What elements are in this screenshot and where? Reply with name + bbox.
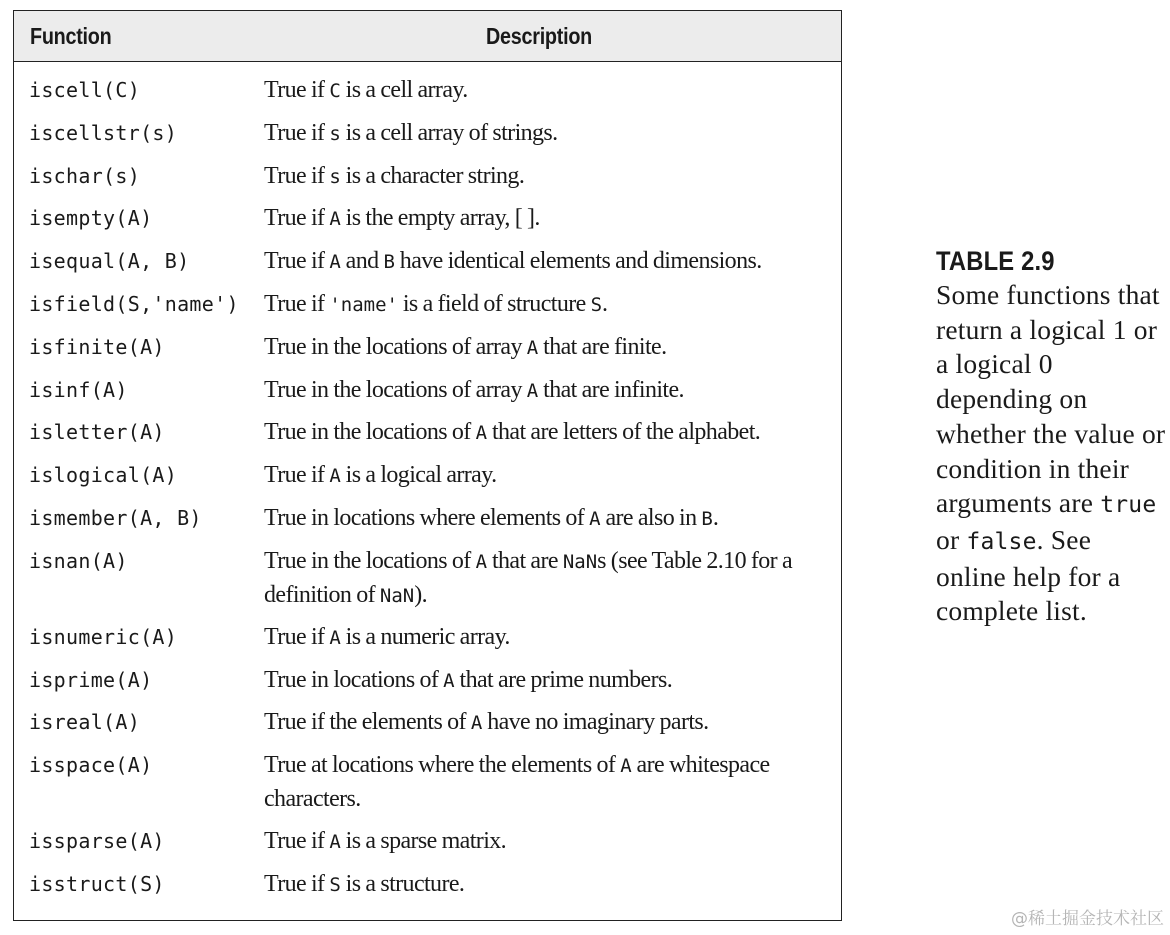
function-description xyxy=(264,117,841,151)
header-function: Function xyxy=(30,23,112,49)
function-description xyxy=(264,416,841,450)
text-fragment: . xyxy=(602,290,608,317)
table-row xyxy=(14,245,841,288)
function-description xyxy=(264,160,841,194)
function-name: isreal(A) xyxy=(29,710,141,735)
code-fragment: NaN xyxy=(379,584,415,607)
function-name: isprime(A) xyxy=(29,667,153,692)
function-description xyxy=(264,74,841,108)
table-body xyxy=(14,74,841,911)
function-description xyxy=(264,545,841,613)
text-fragment: True at locations where the elements of xyxy=(264,752,621,779)
code-fragment: A xyxy=(620,755,632,778)
text-fragment: that are infinite. xyxy=(538,376,684,403)
text-fragment: is a cell array. xyxy=(340,77,468,103)
code-fragment: A xyxy=(329,465,341,488)
table-row xyxy=(14,74,841,117)
text-fragment: are whitespace characters. xyxy=(264,752,770,813)
function-description xyxy=(264,245,841,279)
code-fragment: false xyxy=(966,528,1037,555)
code-fragment: s xyxy=(329,165,341,188)
function-name: isstruct(S) xyxy=(29,871,165,896)
function-name: isequal(A, B) xyxy=(29,249,190,274)
function-name: isnumeric(A) xyxy=(29,624,178,649)
code-fragment: C xyxy=(329,80,341,102)
text-fragment: True if xyxy=(264,828,330,855)
function-description xyxy=(264,374,841,408)
text-fragment: . xyxy=(712,504,719,531)
text-fragment: True in the locations of array xyxy=(264,333,527,360)
caption-title: TABLE 2.9 xyxy=(936,246,1055,276)
table-row xyxy=(14,502,841,545)
table-row xyxy=(14,416,841,459)
function-description xyxy=(264,664,841,698)
function-description xyxy=(264,868,841,902)
code-fragment: A xyxy=(470,712,483,735)
code-fragment: A xyxy=(589,507,601,530)
code-fragment: A xyxy=(329,251,341,274)
code-fragment: A xyxy=(329,208,341,231)
table-row xyxy=(14,868,841,911)
table-row xyxy=(14,664,841,707)
text-fragment: that are finite. xyxy=(538,333,667,360)
code-fragment: NaN xyxy=(562,550,598,573)
text-fragment: or xyxy=(936,523,967,555)
function-description xyxy=(264,459,841,493)
functions-table xyxy=(13,10,842,921)
function-name: isletter(A) xyxy=(29,420,165,445)
table-row xyxy=(14,621,841,664)
function-description xyxy=(264,749,841,816)
code-fragment: B xyxy=(701,507,713,530)
function-description xyxy=(264,706,841,740)
table-row xyxy=(14,825,841,868)
text-fragment: True if xyxy=(264,162,330,189)
code-fragment: A xyxy=(475,422,488,445)
function-description xyxy=(264,621,841,655)
text-fragment: ). xyxy=(414,581,428,608)
function-description xyxy=(264,202,841,236)
text-fragment: True if xyxy=(264,623,330,650)
text-fragment: is the empty array, [ ]. xyxy=(340,205,540,232)
function-name: iscellstr(s) xyxy=(29,120,178,145)
code-fragment: s xyxy=(329,122,341,145)
text-fragment: Some functions that return a logical 1 or a logical 0 depending on whether the value or condition in their arguments are xyxy=(936,279,1166,519)
table-row xyxy=(14,706,841,749)
code-fragment: A xyxy=(475,550,488,573)
text-fragment: True in locations where elements of xyxy=(264,504,590,531)
text-fragment: is a structure. xyxy=(340,870,465,897)
table-row xyxy=(14,331,841,374)
table-caption xyxy=(936,244,1168,629)
text-fragment: True if the elements of xyxy=(264,709,471,736)
text-fragment: is a logical array. xyxy=(340,462,497,489)
text-fragment: that are xyxy=(487,547,563,574)
text-fragment: True in locations of xyxy=(264,666,444,693)
code-fragment: A xyxy=(526,379,539,402)
function-name: isspace(A) xyxy=(29,753,153,778)
text-fragment: and xyxy=(340,248,384,275)
text-fragment: True if xyxy=(264,119,330,146)
function-name: ismember(A, B) xyxy=(29,505,202,530)
table-row xyxy=(14,202,841,245)
code-fragment: S xyxy=(590,293,603,316)
text-fragment: True in the locations of array xyxy=(264,376,527,403)
text-fragment: . See online help for a complete list. xyxy=(936,523,1121,627)
text-fragment: True if xyxy=(264,248,330,275)
header-description: Description xyxy=(486,23,592,49)
text-fragment: is a field of structure xyxy=(397,290,591,317)
table-row xyxy=(14,545,841,621)
code-fragment: B xyxy=(383,251,395,274)
table-row xyxy=(14,288,841,331)
function-name: ischar(s) xyxy=(29,163,141,188)
text-fragment: is a cell array of strings. xyxy=(340,119,558,146)
function-description xyxy=(264,502,841,536)
function-name: isfinite(A) xyxy=(29,334,165,359)
table-header xyxy=(14,11,841,62)
function-name: isfield(S,'name') xyxy=(29,291,239,316)
text-fragment: True if xyxy=(264,462,330,489)
text-fragment: True if xyxy=(264,870,330,897)
text-fragment: True in the locations of xyxy=(264,547,476,574)
code-fragment: 'name' xyxy=(329,293,398,316)
code-fragment: true xyxy=(1100,492,1157,519)
function-name: isempty(A) xyxy=(29,206,153,231)
code-fragment: S xyxy=(329,873,341,896)
code-fragment: A xyxy=(329,626,341,649)
caption-text xyxy=(936,278,1168,629)
function-name: islogical(A) xyxy=(29,463,178,488)
table-row xyxy=(14,160,841,203)
text-fragment: s (see Table 2.10 for a definition of xyxy=(264,547,793,608)
text-fragment: are also in xyxy=(600,504,702,531)
text-fragment: is a sparse matrix. xyxy=(340,828,507,855)
text-fragment: that are prime numbers. xyxy=(454,666,673,693)
text-fragment: have identical elements and dimensions. xyxy=(394,248,762,275)
text-fragment: is a character string. xyxy=(340,162,525,189)
code-fragment: A xyxy=(329,831,341,854)
function-description xyxy=(264,825,841,859)
code-fragment: A xyxy=(443,669,455,692)
function-name: issparse(A) xyxy=(29,829,165,854)
table-row xyxy=(14,749,841,825)
table-row xyxy=(14,117,841,160)
function-description xyxy=(264,288,841,322)
table-row xyxy=(14,374,841,417)
text-fragment: True in the locations of xyxy=(264,419,476,446)
function-name: iscell(C) xyxy=(29,78,141,102)
text-fragment: is a numeric array. xyxy=(340,623,510,650)
text-fragment: True if xyxy=(264,290,330,317)
code-fragment: A xyxy=(526,336,539,359)
watermark: @稀土掘金技术社区 xyxy=(1011,909,1164,929)
text-fragment: True if xyxy=(264,205,330,232)
function-description xyxy=(264,331,841,365)
text-fragment: that are letters of the alphabet. xyxy=(487,419,761,446)
function-name: isinf(A) xyxy=(29,377,128,402)
function-name: isnan(A) xyxy=(29,548,128,573)
text-fragment: have no imaginary parts. xyxy=(482,709,709,736)
text-fragment: True if xyxy=(264,77,330,103)
table-row xyxy=(14,459,841,502)
